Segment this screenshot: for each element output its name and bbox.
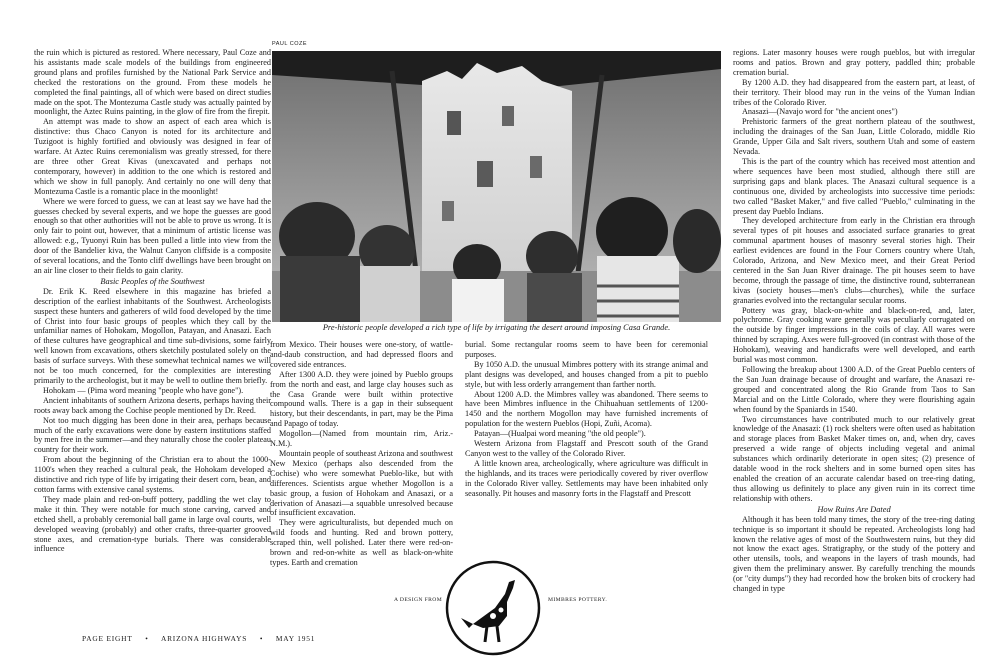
- paragraph: They developed architecture from early in the Christian era through several types of pit houses and associated surface granaries to great communal apartment houses of masonry several stories high. Their earliest evidences are found in the Four Corners country where Utah, Colorado, Arizona, and New Mexico meet, and their Great Period centered in the San Juan River drainage. The pit houses seem to have become, through the passage of time, the distinctive round, subterranean kivas (society houses—men's clubs—churches), while the surface granaries evolved into the rectangular secular rooms.: [733, 216, 975, 305]
- text-column-3: [465, 340, 708, 592]
- paragraph: the ruin which is pictured as restored. Where necessary, Paul Coze and his assistants made scale models of the buildings from engineered ground plans and profiles furnished by the National Park Service and checked the restorations on the ground. From these models he completed the final paintings, all of which were based on direct studies made on the spot. The Montezuma Castle study was actually painted by moonlight, the Aztec Ruins painting, in the glow of fire from the firepit.: [34, 48, 271, 117]
- paragraph: Two circumstances have contributed much to our relatively great knowledge of the Anasazi: (1) rock shelters were often used as habitation and storage places from Basket Maker times on, and, when dry, caves preserved a wide range of objects including vegetal and animal substances which ordinarily deteriorate in open sites; (2) presence of datable wood in the rock shelters and in some burned open sites has enabled the creation of an accurate calendar based on tree-ring dating, thus allowing us definitely to place any given ruin in its correct time relationship with others.: [733, 414, 975, 503]
- paragraph: Although it has been told many times, the story of the tree-ring dating technique is so important it should be repeated. Archeologists long had known the relative ages of most of the Southwestern ruins, but they did not know the exact ages. Stratigraphy, or the study of the pottery and other utensils, tools, and weapons in the layers of trash mounds, had given them the preliminary answer. By carefully trenching the mounds (or "city dumps") they had recorded how the broken bits of crockery had changed in type: [733, 514, 975, 594]
- paragraph: Not too much digging has been done in their area, perhaps because much of the early excavations were done by eastern institutions staffed by men free in the summer—and they naturally chose the cooler plateau country for their work.: [34, 415, 271, 455]
- photo-credit: PAUL COZE: [272, 41, 308, 47]
- paragraph: from Mexico. Their houses were one-story, of wattle-and-daub construction, and had depressed floors and covered side entrances.: [270, 340, 453, 369]
- text-column-2: [270, 340, 453, 610]
- paragraph: A little known area, archeologically, where agriculture was difficult in the highlands, and its traces were periodically covered by river overflow in the Colorado River valley. Settlements may have been inhabited only seasonally. Pit houses and masonry forts in the Flagstaff and Prescott: [465, 458, 708, 498]
- emblem-label-right: MIMBRES POTTERY.: [548, 597, 608, 603]
- section-heading: Basic Peoples of the Southwest: [100, 276, 205, 286]
- paragraph: Mountain people of southeast Arizona and southwest New Mexico (perhaps also descended from the Cochise) who were somewhat Pueblo-like, but with differences. Scientists argue whether Mogollon is a basic group, a fusion of Hohokam and Anasazi, or a derivation of Anasazi—a squabble unresolved because of insufficient excavation.: [270, 448, 453, 518]
- paragraph: An attempt was made to show an aspect of each area which is distinctive: thus Chaco Canyon is noted for its architecture and Tuzigoot is highly fortified and obviously was designed in fear of warfare. At Aztec Ruins ceremonialism was greatly stressed, for there are three other Great Kivas (unexcavated and perhaps not contemporary, however) in addition to the one which is restored and which we show in full panoply. And certainly no one will deny that Montezuma Castle is a romantic place in the moonlight!: [34, 117, 271, 196]
- mimbres-bird-emblem: [443, 558, 543, 658]
- magazine-name: ARIZONA HIGHWAYS: [160, 634, 248, 643]
- paragraph: regions. Later masonry houses were rough pueblos, but with irregular rooms and patios. Brown and gray pottery, paddled thin; probable cremation burial.: [733, 48, 975, 77]
- page-footer: [82, 634, 325, 643]
- paragraph: By 1200 A.D. they had disappeared from the eastern part, at least, of their territory. Their blood may run in the veins of the Yuman Indian tribes of the Colorado River.: [733, 77, 975, 107]
- paragraph: Pottery was gray, black-on-white and black-on-red, and, later, polychrome. Gray cooking ware generally was peculiarly corrugated on the outside by finger impressions in the coils of clay. All wares were thinned by scraping. Axes were full-grooved (in contrast with those of the Hohokam), weaving and handicrafts were well developed, and earth burial was most common.: [733, 305, 975, 365]
- photo-illustration: [272, 51, 721, 322]
- paragraph: Where we were forced to guess, we can at least say we have had the guesses checked by several experts, and we hope the guesses are good enough so that other authorities will not be able to prove us wrong. It is only fair to point out, however, that a minimum of artistic license was allowed: e.g., Tyuonyi Ruin has been pulled a little into view from the door of the Bandelier kiva, the Walnut Canyon cliffside is a composite of several locations, and the Tonto cliff dwellings have been brought on an air line closer to their fields to gain clarity.: [34, 196, 271, 275]
- paragraph: This is the part of the country which has received most attention and where sequences have been most studied, although there still are surprising gaps and blank places. The Anasazi cultural sequence is a continuous one, divided by archeologists into successive time periods: two called "Basket Maker," and five called "Pueblo," culminating in the present day Pueblo Indians.: [733, 156, 975, 216]
- paragraph: By 1050 A.D. the unusual Mimbres pottery with its strange animal and plant designs was developed, and houses changed from a pit to pueblo style, but with less orderly arrangement than farther north.: [465, 359, 708, 389]
- paragraph: Mogollon—(Named from mountain rim, Ariz.-N.M.).: [270, 429, 453, 449]
- paragraph: From about the beginning of the Christian era to about the 1000-1100's when they reached a cultural peak, the Hohokam developed a distinctive and rich type of life by irrigating their desert corn, bean, and cotton farms with extensive canal systems.: [34, 455, 271, 494]
- paragraph: Anasazi—(Navajo word for "the ancient ones"): [742, 107, 898, 117]
- photograph: [272, 51, 721, 322]
- paragraph: Following the breakup about 1300 A.D. of the Great Pueblo centers of the San Juan drainage because of drought and warfare, the Anasazi re-grouped and concentrated along the Rio Grande from Taos to San Marcial and on the Little Colorado, where they were flourishing again when found by the Spaniards in 1540.: [733, 365, 975, 414]
- paragraph: Dr. Erik K. Reed elsewhere in this magazine has briefed a description of the earliest inhabitants of the Southwest. Archeologists suspect these hunters and gatherers of wild food developed by the time of Christ into four basic groups of peoples which they call by the unfamiliar names of Hohokam, Mogollon, Patayan, and Anasazi. Each of these cultures have geographical and time sub-divisions, some fairly well known from excavations, others sketchily postulated solely on the basis of surface surveys. With these somewhat technical names we will not be too much concerned, for the complexities are interesting primarily to the archeologist, but it may be well to outline them briefly.: [34, 286, 271, 385]
- text-column-4: [733, 48, 975, 644]
- paragraph: Prehistoric farmers of the great northern plateau of the southwest, including the drainages of the San Juan, Little Colorado, middle Rio Grande, Upper Gila and Salt rivers, southern Utah and some of eastern Nevada.: [733, 117, 975, 157]
- paragraph: Patayan—(Hualpai word meaning "the old people").: [474, 429, 646, 439]
- paragraph: Western Arizona from Flagstaff and Prescott south of the Grand Canyon west to the valley of the Colorado River.: [465, 439, 708, 458]
- footer-separator: •: [145, 634, 149, 643]
- page-number: PAGE EIGHT: [82, 634, 133, 643]
- paragraph: burial. Some rectangular rooms seem to have been for ceremonial purposes.: [465, 340, 708, 359]
- paragraph: Ancient inhabitants of southern Arizona deserts, perhaps having their roots away back among the Cochise people mentioned by Dr. Reed.: [34, 395, 271, 415]
- paragraph: They made plain and red-on-buff pottery, paddling the wet clay to make it thin. They were notable for much stone carving, carved and etched shell, a probably ceremonial ball game in large oval courts, well developed weaving (probably) and other crafts, three-quarter grooved stone axes, and cremation-type burials. There was considerable influence: [34, 494, 271, 554]
- footer-separator: •: [259, 634, 264, 643]
- issue-date: MAY 1951: [275, 634, 316, 643]
- mimbres-bird-icon: [443, 558, 543, 658]
- paragraph: After 1300 A.D. they were joined by Pueblo groups from the north and east, and large clay houses such as the Casa Grande were built within protective compound walls. There is a gap in their subsequent history, but their descendants, in part, may be the Pima and Papago of today.: [270, 369, 453, 429]
- photo-caption: Pre-historic people developed a rich type of life by irrigating the desert around imposing Casa Grande.: [322, 323, 671, 332]
- paragraph: They were agriculturalists, but depended much on wild foods and hunting. Red and brown pottery, scraped thin, well polished. Later there were red-on-brown and red-on-white as well as black-on-white types. Earth and cremation: [270, 518, 453, 567]
- paragraph: About 1200 A.D. the Mimbres valley was abandoned. There seems to have been Mimbres influence in the Chihuahuan settlements of 1200-1450 and the northern Mogollon may have furnished increments of population for the western Pueblos (Hopi, Zuñi, Acoma).: [465, 389, 708, 429]
- paragraph: Hohokam — (Pima word meaning "people who have gone").: [43, 385, 244, 395]
- section-heading: How Ruins Are Dated: [817, 504, 891, 514]
- text-column-1: [34, 48, 271, 644]
- emblem-label-left: A DESIGN FROM: [394, 597, 443, 603]
